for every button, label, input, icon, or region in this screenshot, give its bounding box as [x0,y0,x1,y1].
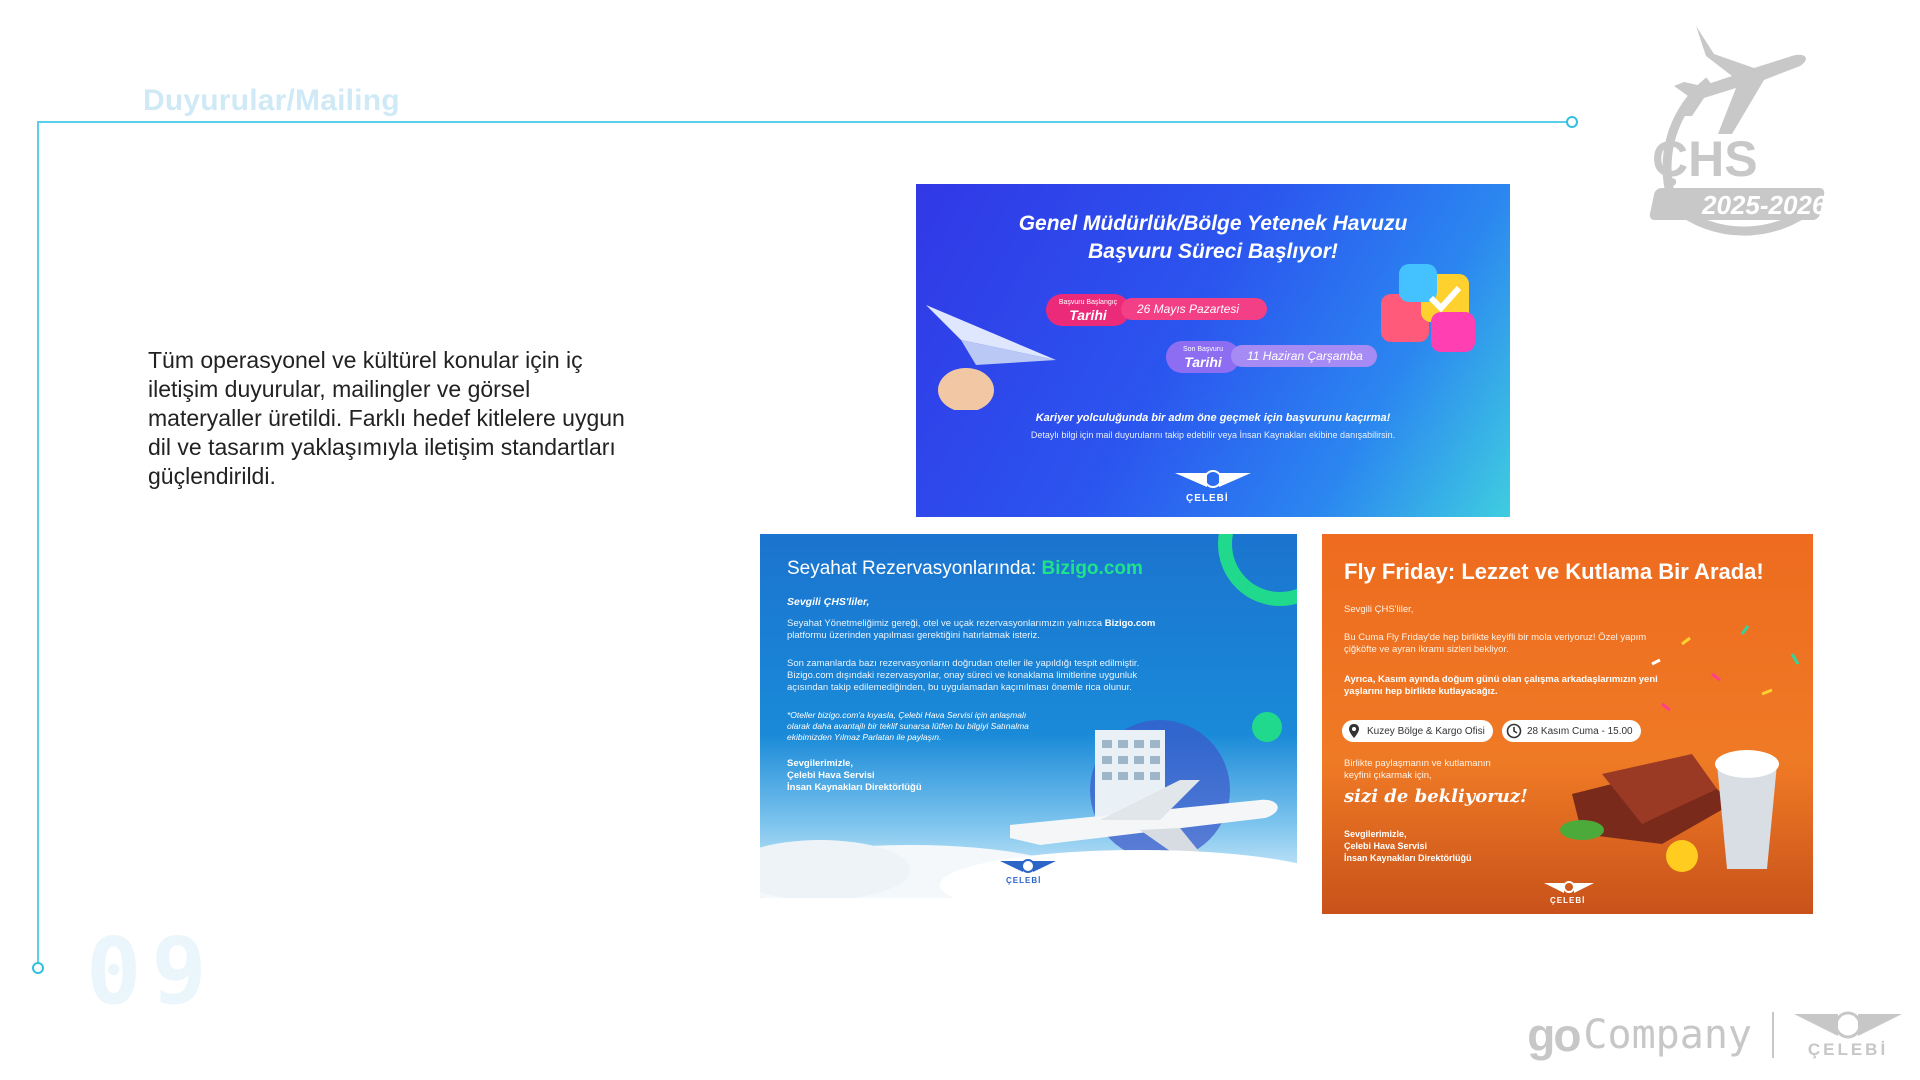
left-border-line [37,121,39,969]
time-chip: 28 Kasım Cuma - 15.00 [1502,720,1641,742]
talent-pool-cta: Kariyer yolculuğunda bir adım öne geçmek için başvurunu kaçırma! [1035,412,1391,424]
bizigo-card [760,534,1297,898]
location-chip: Kuzey Bölge & Kargo Ofisi [1342,720,1493,742]
header-divider [37,121,1572,123]
fly-friday-signature: Sevgilerimizle, Çelebi Hava Servisi İnsan Kaynakları Direktörlüğü [1344,829,1472,863]
bizigo-signature: Sevgilerimizle, Çelebi Hava Servisi İnsan Kaynakları Direktörlüğü [787,758,922,793]
paper-plane-icon [921,300,1061,410]
go-logo: go [1527,1009,1580,1061]
fly-friday-paragraph-3: Birlikte paylaşmanın ve kutlamanın keyfini çıkarmak için, [1344,758,1491,781]
food-drink-illustration [1542,594,1813,914]
fly-friday-cursive: sizi de bekliyoruz! [1344,786,1528,807]
start-date-label: Başvuru Başlangıç Tarihi [1046,294,1130,326]
bizigo-heading: Seyahat Rezervasyonlarında: Bizigo.com [787,558,1143,579]
clock-icon [1506,723,1522,739]
border-end-dot [32,962,44,974]
celebi-brand: ÇELEBİ [1006,876,1042,885]
end-date-value: 11 Haziran Çarşamba [1231,345,1377,367]
fly-friday-card [1322,534,1813,914]
end-date-label: Son Başvuru Tarihi [1166,341,1240,373]
celebi-brand: ÇELEBİ [1550,896,1586,905]
airplane-icon [1614,16,1870,256]
bizigo-paragraph-2: Son zamanlarda bazı rezervasyonların doğrudan oteller ile yapıldığı tespit edilmiştir. Bizigo.com dışındaki rezervasyonlar, onay süreci ve konaklama limitlerine uygunluk açısından takip edilemediğinden, bu uygulamadan kaçınılması önemle rica olunur. [787,658,1140,693]
talent-pool-note: Detaylı bilgi için mail duyurularını takip edebilir veya İnsan Kaynakları ekibine danışabilirsin. [1030,430,1396,440]
celebi-wings-icon [1173,469,1253,493]
company-text: Company [1583,1012,1752,1058]
fly-friday-heading: Fly Friday: Lezzet ve Kutlama Bir Arada! [1344,559,1764,584]
celebi-wings-icon [1792,1010,1904,1044]
bizigo-paragraph-3: *Oteller bizigo.com'a kıyasla, Çelebi Hava Servisi için anlaşmalı olarak daha avantajlı bir teklif sunarsa lütfen bu bilgiyi Satınalma ekibimizden Yılmaz Parlatan ile paylaşın. [787,710,1029,742]
fly-friday-salutation: Sevgili ÇHS'liler, [1344,604,1414,615]
celebi-logo: ÇELEBİ [1792,1010,1904,1060]
footer-logos [1527,1005,1904,1065]
talent-pool-card [916,184,1510,517]
fly-friday-paragraph-2: Ayrıca, Kasım ayında doğum günü olan çalışma arkadaşlarımızın yeni yaşlarını hep birlikte kutlayacağız. [1344,674,1658,697]
page-number: 09 [86,918,217,1025]
bizigo-paragraph-1: Seyahat Yönetmeliğimiz gereği, otel ve uçak rezervasyonlarımızın yalnızca Bizigo.com platformu üzerinden yapılması gerektiğini hatırlatmak isteriz. [787,618,1156,641]
section-title: Duyurular/Mailing [143,84,400,117]
bizigo-salutation: Sevgili ÇHS'liler, [787,596,870,608]
celebi-wings-icon [1542,880,1596,896]
puzzle-icon [1371,254,1501,364]
celebi-wings-icon [998,858,1058,876]
celebi-brand: ÇELEBİ [1186,493,1229,504]
talent-pool-title: Genel Müdürlük/Bölge Yetenek Havuzu Başvuru Süreci Başlıyor! [1018,212,1408,263]
location-pin-icon [1346,723,1362,739]
description-text: Tüm operasyonel ve kültürel konular için iç iletişim duyurular, mailingler ve görsel materyaller üretildi. Farklı hedef kitlelere uygun dil ve tasarım yaklaşımıyla iletişim standartları güçlendirildi. [148,347,625,489]
divider-end-dot [1566,116,1578,128]
start-date-value: 26 Mayıs Pazartesi [1121,298,1267,320]
chs-logo [1614,16,1870,256]
fly-friday-paragraph-1: Bu Cuma Fly Friday'de hep birlikte keyifli bir mola veriyoruz! Özel yapım çiğköfte ve ayran ikramı sizleri bekliyor. [1344,632,1647,655]
green-arc-decoration [1200,534,1297,624]
svg-text:2025-2026: 2025-2026 [1702,190,1827,220]
footer-separator [1772,1012,1774,1058]
svg-text:ÇHS: ÇHS [1652,131,1758,187]
